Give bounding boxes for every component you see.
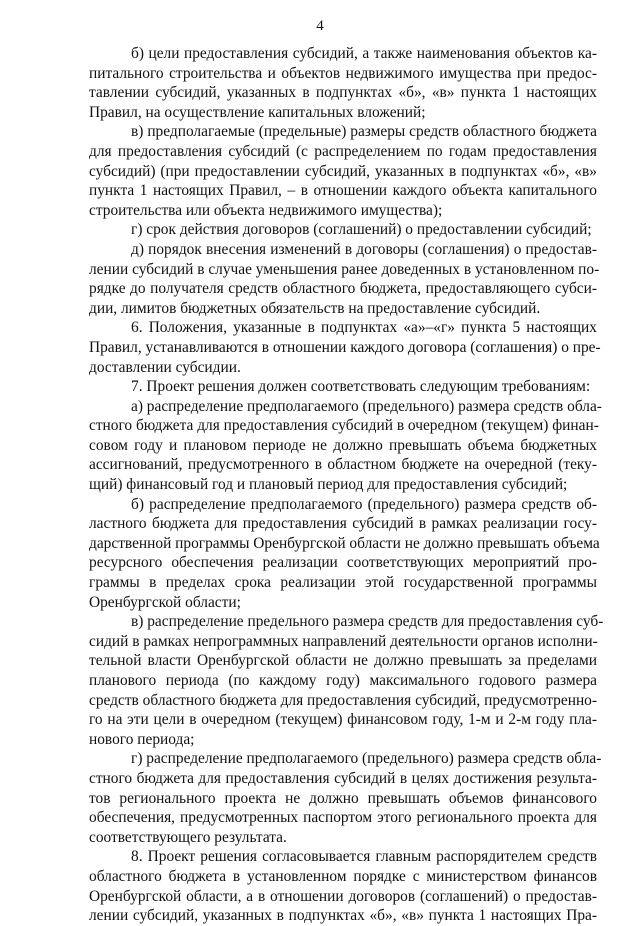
text-line: стного бюджета для предоставления субсидий в целях достижения результа- <box>89 769 597 787</box>
text-line: соответствующего результата. <box>89 828 287 846</box>
text-line: планового периода (по каждому году) максимального годового размера <box>89 672 597 689</box>
text-line: совом году и плановом периоде не должно превышать объема бюджетных <box>89 436 597 454</box>
document-body <box>89 44 604 926</box>
text-line: областного бюджета в установленном порядке с министерством финансов <box>89 867 597 885</box>
text-line: дарственной программы Оренбургской области не должно превышать объема <box>89 534 600 552</box>
text-line: лении субсидий в случае уменьшения ранее доведенных в установленном по- <box>89 260 600 278</box>
text-line: ластного бюджета для предоставления субсидий в рамках реализации госу- <box>89 515 597 533</box>
text-line: б) распределение предполагаемого (предельного) размера средств об- <box>131 495 597 513</box>
text-line: граммы в пределах срока реализации этой государственной программы <box>89 574 597 592</box>
text-line: для предоставления субсидий (с распределением по годам предоставления <box>89 142 597 160</box>
text-line: дии, лимитов бюджетных обязательств на предоставление субсидий. <box>89 299 541 317</box>
text-line: б) цели предоставления субсидий, а также наименования объектов ка- <box>131 45 597 62</box>
text-line: субсидий) (при предоставлении субсидий, указанных в подпунктах «б», «в» <box>89 162 597 180</box>
text-line: 6. Положения, указанные в подпунктах «а»–«г» пункта 5 настоящих <box>131 319 597 337</box>
text-line: стного бюджета для предоставления субсидий в очередном (текущем) финан- <box>89 417 599 435</box>
text-line: обеспечения, предусмотренных паспортом этого регионального проекта для <box>89 809 597 827</box>
text-line: строительства или объекта недвижимого имущества); <box>89 201 443 219</box>
text-line: доставлении субсидии. <box>89 358 241 376</box>
text-line: пункта 1 настоящих Правил, – в отношении каждого объекта капитального <box>89 182 597 200</box>
text-line: тавлении субсидий, указанных в подпунктах «б», «в» пункта 1 настоящих <box>89 84 597 102</box>
text-line: средств областного бюджета для предоставления субсидий, предусмотренно- <box>89 691 597 709</box>
text-line: рядке до получателя средств областного бюджета, предоставляющего субси- <box>89 280 597 298</box>
text-line: Оренбургской области; <box>89 593 241 611</box>
text-line: д) порядок внесения изменений в договоры (соглашения) о предостав- <box>131 240 597 258</box>
text-line: Оренбургской области, а в отношении договоров (соглашений) о предостав- <box>89 887 597 905</box>
text-line: нового периода; <box>89 730 195 748</box>
text-line: тов регионального проекта не должно превышать объемов финансового <box>89 789 597 807</box>
text-line: ассигнований, предусмотренного в областном бюджете на очередной (теку- <box>89 456 597 474</box>
text-line: 7. Проект решения должен соответствовать следующим требованиям: <box>131 378 591 396</box>
text-line: щий) финансовый год и плановый период для предоставления субсидий; <box>89 476 568 494</box>
text-line: г) срок действия договоров (соглашений) о предоставлении субсидий; <box>131 221 592 239</box>
text-line: 8. Проект решения согласовывается главным распорядителем средств <box>131 848 597 866</box>
text-line: в) предполагаемые (предельные) размеры средств областного бюджета <box>131 123 597 141</box>
text-line: сидий в рамках непрограммных направлений деятельности органов исполни- <box>89 632 598 650</box>
text-line: Правил, устанавливаются в отношении каждого договора (соглашения) о пре- <box>89 338 601 356</box>
text-line: а) распределение предполагаемого (предельного) размера средств обла- <box>131 397 602 415</box>
text-line: тельной власти Оренбургской области не должно превышать за пределами <box>89 652 597 670</box>
text-line: Правил, на осуществление капитальных вложений; <box>89 103 426 121</box>
text-line: в) распределение предельного размера средств для предоставления суб- <box>131 613 604 631</box>
text-line: г) распределение предполагаемого (предельного) размера средств обла- <box>131 750 602 768</box>
text-line: питального строительства и объектов недвижимого имущества при предос- <box>89 64 597 82</box>
text-line: лении субсидий, указанных в подпунктах «б», «в» пункта 1 настоящих Пра- <box>89 907 597 925</box>
text-line: го на эти цели в очередном (текущем) финансовом году, 1-м и 2-м году пла- <box>89 711 597 729</box>
page-number: 4 <box>316 18 324 34</box>
text-line: ресурсного обеспечения реализации соответствующих мероприятий про- <box>89 554 597 572</box>
